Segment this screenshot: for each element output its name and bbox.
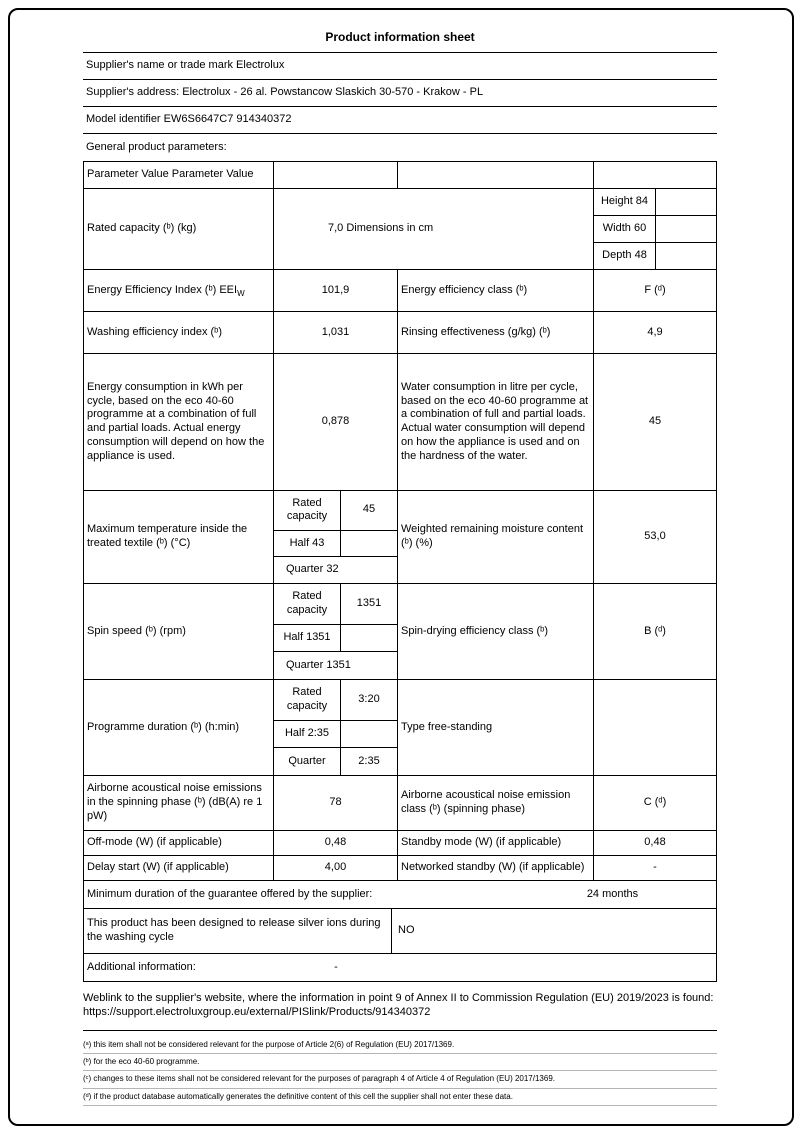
supplier-address-row (83, 80, 717, 107)
footnote-d: (ᵈ) if the product database automatically generates the definitive content of this cell the supplier shall not enter these data. (83, 1089, 717, 1106)
additional-information-label: Additional information: (87, 960, 196, 973)
washing-efficiency-label: Washing efficiency index (ᵇ) (84, 312, 274, 353)
subrow-quarter (274, 557, 397, 583)
dimensions-subtable (594, 189, 716, 269)
standby-mode-value: 0,48 (644, 836, 666, 849)
eei-w-subscript: W (237, 288, 245, 298)
guarantee-value: 24 months (586, 887, 639, 900)
rinsing-effectiveness-label: Rinsing effectiveness (g/kg) (ᵇ) (398, 312, 594, 353)
dimension-depth: Depth 48 (594, 243, 656, 269)
noise-emissions-value: 78 (274, 776, 398, 830)
eei-label (87, 284, 245, 298)
rated-capacity-value-and-dimensions-label: 7,0 Dimensions in cm (274, 189, 594, 269)
spin-speed-subtable (274, 584, 398, 679)
programme-duration-label: Programme duration (ᵇ) (h:min) (84, 680, 274, 775)
subcell-label: Half 43 (274, 531, 341, 557)
off-mode-value: 0,48 (274, 831, 398, 855)
rated-capacity-label: Rated capacity (ᵇ) (kg) (84, 189, 274, 269)
subcell-value: 2:35 (358, 754, 380, 767)
supplier-name-row (83, 53, 717, 80)
energy-efficiency-class-label: Energy efficiency class (ᵇ) (398, 270, 594, 311)
row-programme-duration (84, 680, 716, 776)
noise-class-label: Airborne acoustical noise emission class (ᵇ) (spinning phase) (398, 776, 594, 830)
dimension-height: Height 84 (594, 189, 656, 215)
noise-emissions-label: Airborne acoustical noise emissions in the spinning phase (ᵇ) (dB(A) re 1 pW) (84, 776, 274, 830)
table-header-empty-cell (274, 162, 398, 188)
networked-standby-value: - (653, 861, 657, 874)
dimension-row (594, 189, 716, 216)
row-additional-information (84, 954, 716, 981)
row-noise-emissions (84, 776, 716, 831)
subcell-value: 45 (362, 503, 376, 516)
subcell-label: Quarter 1351 (286, 658, 351, 671)
table-header-empty-cell (594, 162, 716, 188)
weblink-url[interactable]: https://support.electroluxgroup.eu/external/PISlink/Products/914340372 (83, 1005, 431, 1018)
max-temperature-subtable (274, 491, 398, 583)
row-energy-water-consumption (84, 354, 716, 491)
water-consumption-value: 45 (648, 415, 662, 428)
row-rated-capacity (84, 189, 716, 270)
subcell-label: Half 2:35 (274, 721, 341, 748)
eei-label-cell (84, 270, 274, 311)
additional-information-empty (398, 954, 594, 981)
subcell-label: Half 1351 (274, 625, 341, 652)
guarantee-label: Minimum duration of the guarantee offered by the supplier: (87, 887, 373, 900)
eei-label-text: Energy Efficiency Index (ᵇ) EEI (87, 283, 238, 296)
footnote-b: (ᵇ) for the eco 40-60 programme. (83, 1054, 717, 1071)
dimension-empty-cell (656, 216, 716, 242)
supplier-address: Supplier's address: Electrolux - 26 al. Powstancow Slaskich 30-570 - Krakow - PL (86, 86, 484, 99)
general-parameters-heading: General product parameters: (86, 140, 227, 153)
weblink-text: Weblink to the supplier's website, where the information in point 9 of Annex II to Commission Regulation (EU) 2019/2023 is found: (83, 992, 714, 1004)
table-header-empty-cell (398, 162, 594, 188)
subrow-half (274, 721, 397, 749)
model-identifier: Model identifier EW6S6647C7 914340372 (86, 113, 292, 126)
subrow-half (274, 625, 397, 653)
row-off-mode (84, 831, 716, 856)
moisture-content-label: Weighted remaining moisture content (ᵇ) (%) (398, 491, 594, 583)
dimension-row (594, 243, 716, 269)
subcell-label: Rated capacity (274, 584, 341, 624)
row-silver-ions (84, 909, 716, 954)
delay-start-label: Delay start (W) (if applicable) (84, 856, 274, 880)
subcell-label: Quarter 32 (286, 563, 339, 576)
subcell-value (341, 531, 397, 557)
dimension-row (594, 216, 716, 243)
subcell-value (341, 625, 397, 652)
row-guarantee (84, 881, 716, 909)
water-consumption-label: Water consumption in litre per cycle, based on the eco 40-60 programme at a combination of full and partial loads. Actual water consumption will depend on how the appliance is used and on the hardness of the water. (398, 354, 594, 490)
dimension-width: Width 60 (594, 216, 656, 242)
row-spin-speed (84, 584, 716, 680)
type-free-standing-label: Type free-standing (398, 680, 594, 775)
silver-ions-label: This product has been designed to release silver ions during the washing cycle (84, 909, 392, 953)
spin-speed-label: Spin speed (ᵇ) (rpm) (84, 584, 274, 679)
row-washing-efficiency (84, 312, 716, 354)
type-value-empty (594, 680, 716, 775)
programme-duration-subtable (274, 680, 398, 775)
footnote-c: (ᶜ) changes to these items shall not be considered relevant for the purposes of paragraph 4 of Article 4 of Regulation (EU) 2017/1369. (83, 1071, 717, 1088)
table-header-cell: Parameter Value Parameter Value (84, 162, 274, 188)
standby-mode-label: Standby mode (W) (if applicable) (398, 831, 594, 855)
delay-start-value: 4,00 (274, 856, 398, 880)
subrow-rated-capacity (274, 584, 397, 625)
additional-information-value: - (334, 960, 338, 973)
subrow-rated-capacity (274, 680, 397, 721)
weblink-paragraph (83, 992, 717, 1031)
dimension-empty-cell (656, 243, 716, 269)
row-energy-efficiency-index (84, 270, 716, 312)
footnotes (83, 1037, 717, 1107)
page-title: Product information sheet (83, 30, 717, 53)
spin-drying-class-value: B (ᵈ) (644, 624, 666, 637)
row-max-temperature (84, 491, 716, 584)
subcell-label: Rated capacity (274, 491, 341, 530)
noise-class-value: C (ᵈ) (643, 796, 667, 809)
model-identifier-row (83, 107, 717, 134)
table-header-row (84, 162, 716, 189)
subcell-value: 3:20 (358, 693, 380, 706)
off-mode-label: Off-mode (W) (if applicable) (84, 831, 274, 855)
row-delay-start (84, 856, 716, 881)
energy-consumption-value: 0,878 (274, 354, 398, 490)
parameters-table (83, 161, 717, 982)
washing-efficiency-value: 1,031 (274, 312, 398, 353)
subcell-value (341, 721, 397, 748)
subcell-label: Quarter (274, 748, 341, 775)
networked-standby-label: Networked standby (W) (if applicable) (398, 856, 594, 880)
energy-efficiency-class-value: F (ᵈ) (644, 283, 666, 296)
additional-information-empty (594, 954, 716, 981)
silver-ions-value: NO (398, 924, 415, 937)
spin-drying-class-label: Spin-drying efficiency class (ᵇ) (398, 584, 594, 679)
subrow-half (274, 531, 397, 558)
energy-consumption-label: Energy consumption in kWh per cycle, based on the eco 40-60 programme at a combination of full and partial loads. Actual energy consumption will depend on how the appliance is used. (84, 354, 274, 490)
supplier-name: Supplier's name or trade mark Electrolux (86, 59, 285, 72)
rinsing-effectiveness-value: 4,9 (647, 325, 663, 338)
eei-value: 101,9 (274, 270, 398, 311)
subcell-label: Rated capacity (274, 680, 341, 720)
subrow-quarter (274, 652, 397, 679)
footnote-a: (ᵃ) this item shall not be considered relevant for the purpose of Article 2(6) of Regulation (EU) 2017/1369. (83, 1037, 717, 1054)
subrow-quarter (274, 748, 397, 775)
subcell-value: 1351 (356, 597, 382, 610)
moisture-content-value: 53,0 (644, 530, 666, 543)
subrow-rated-capacity (274, 491, 397, 531)
max-temperature-label: Maximum temperature inside the treated textile (ᵇ) (°C) (84, 491, 274, 583)
dimension-empty-cell (656, 189, 716, 215)
